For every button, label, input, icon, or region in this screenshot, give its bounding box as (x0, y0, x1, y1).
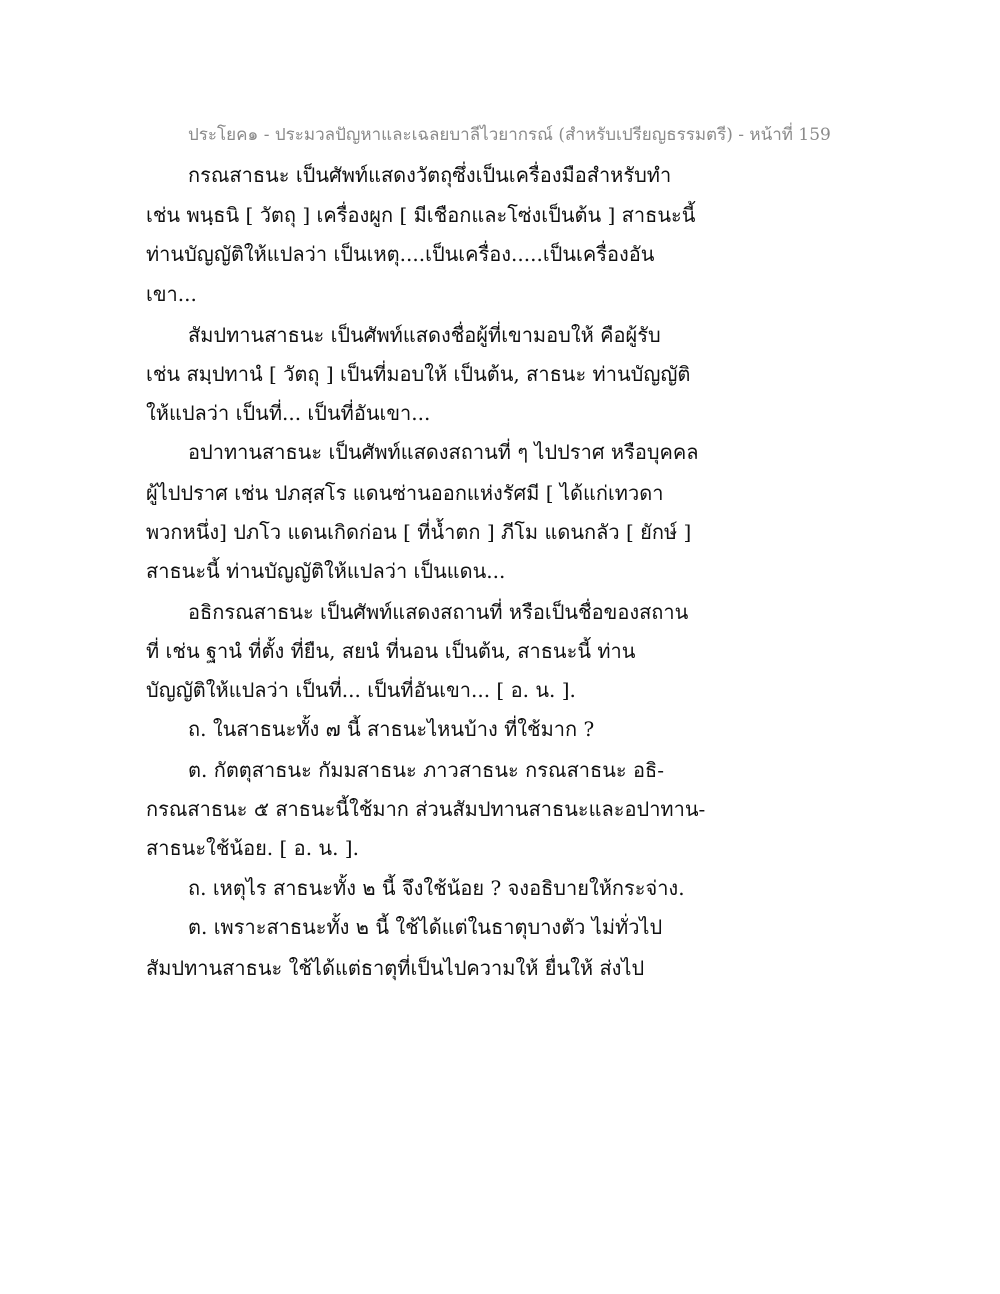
body-line: ให้แปลว่า เป็นที่... เป็นที่อันเขา... (146, 401, 431, 425)
body-line: ที่ เช่น ฐานํ ที่ตั้ง ที่ยืน, สยนํ ที่นอน เป็นต้น, สาธนะนี้ ท่าน (146, 639, 636, 663)
body-line: สาธนะนี้ ท่านบัญญัติให้แปลว่า เป็นแดน... (146, 559, 506, 583)
body-line: ผู้ไปปราศ เช่น ปภสฺสโร แดนซ่านออกแห่งรัศมี [ ได้แก่เทวดา (146, 481, 664, 505)
body-line: อปาทานสาธนะ เป็นศัพท์แสดงสถานที่ ๆ ไปปราศ หรือบุคคล (188, 440, 699, 464)
question-line: ถ. เหตุไร สาธนะทั้ง ๒ นี้ จึงใช้น้อย ? จงอธิบายให้กระจ่าง. (188, 876, 685, 900)
body-line: สาธนะใช้น้อย. [ อ. น. ]. (146, 836, 359, 860)
body-line: สัมปทานสาธนะ ใช้ได้แต่ธาตุที่เป็นไปความให้ ยื่นให้ ส่งไป (146, 956, 645, 980)
body-line: ท่านบัญญัติให้แปลว่า เป็นเหตุ....เป็นเครื่อง.....เป็นเครื่องอัน (146, 242, 655, 266)
body-line: กรณสาธนะ เป็นศัพท์แสดงวัตถุซึ่งเป็นเครื่องมือสำหรับทำ (188, 163, 672, 187)
body-line: สัมปทานสาธนะ เป็นศัพท์แสดงชื่อผู้ที่เขามอบให้ คือผู้รับ (188, 323, 661, 347)
body-line: กรณสาธนะ ๕ สาธนะนี้ใช้มาก ส่วนสัมปทานสาธนะและอปาทาน- (146, 797, 706, 821)
body-line: เช่น สมฺปทานํ [ วัตถุ ] เป็นที่มอบให้ เป็นต้น, สาธนะ ท่านบัญญัติ (146, 362, 691, 386)
body-line: พวกหนึ่ง] ปภโว แดนเกิดก่อน [ ที่น้ำตก ] ภีโม แดนกลัว [ ยักษ์ ] (146, 520, 692, 544)
running-header: ประโยค๑ - ประมวลปัญหาและเฉลยบาลีไวยากรณ์ (สำหรับเปรียญธรรมตรี) - หน้าที่ 159 (188, 125, 831, 145)
question-line: ถ. ในสาธนะทั้ง ๗ นี้ สาธนะไหนบ้าง ที่ใช้มาก ? (188, 717, 595, 741)
body-line: เช่น พนฺธนิ [ วัตถุ ] เครื่องผูก [ มีเชือกและโซ่งเป็นต้น ] สาธนะนี้ (146, 203, 696, 227)
answer-line: ต. เพราะสาธนะทั้ง ๒ นี้ ใช้ได้แต่ในธาตุบางตัว ไม่ทั่วไป (188, 915, 663, 939)
body-line: อธิกรณสาธนะ เป็นศัพท์แสดงสถานที่ หรือเป็นชื่อของสถาน (188, 600, 689, 624)
answer-line: ต. กัตตุสาธนะ กัมมสาธนะ ภาวสาธนะ กรณสาธนะ อธิ- (188, 758, 664, 782)
body-line: บัญญัติให้แปลว่า เป็นที่... เป็นที่อันเขา... [ อ. น. ]. (146, 678, 576, 702)
body-line: เขา... (146, 282, 197, 306)
